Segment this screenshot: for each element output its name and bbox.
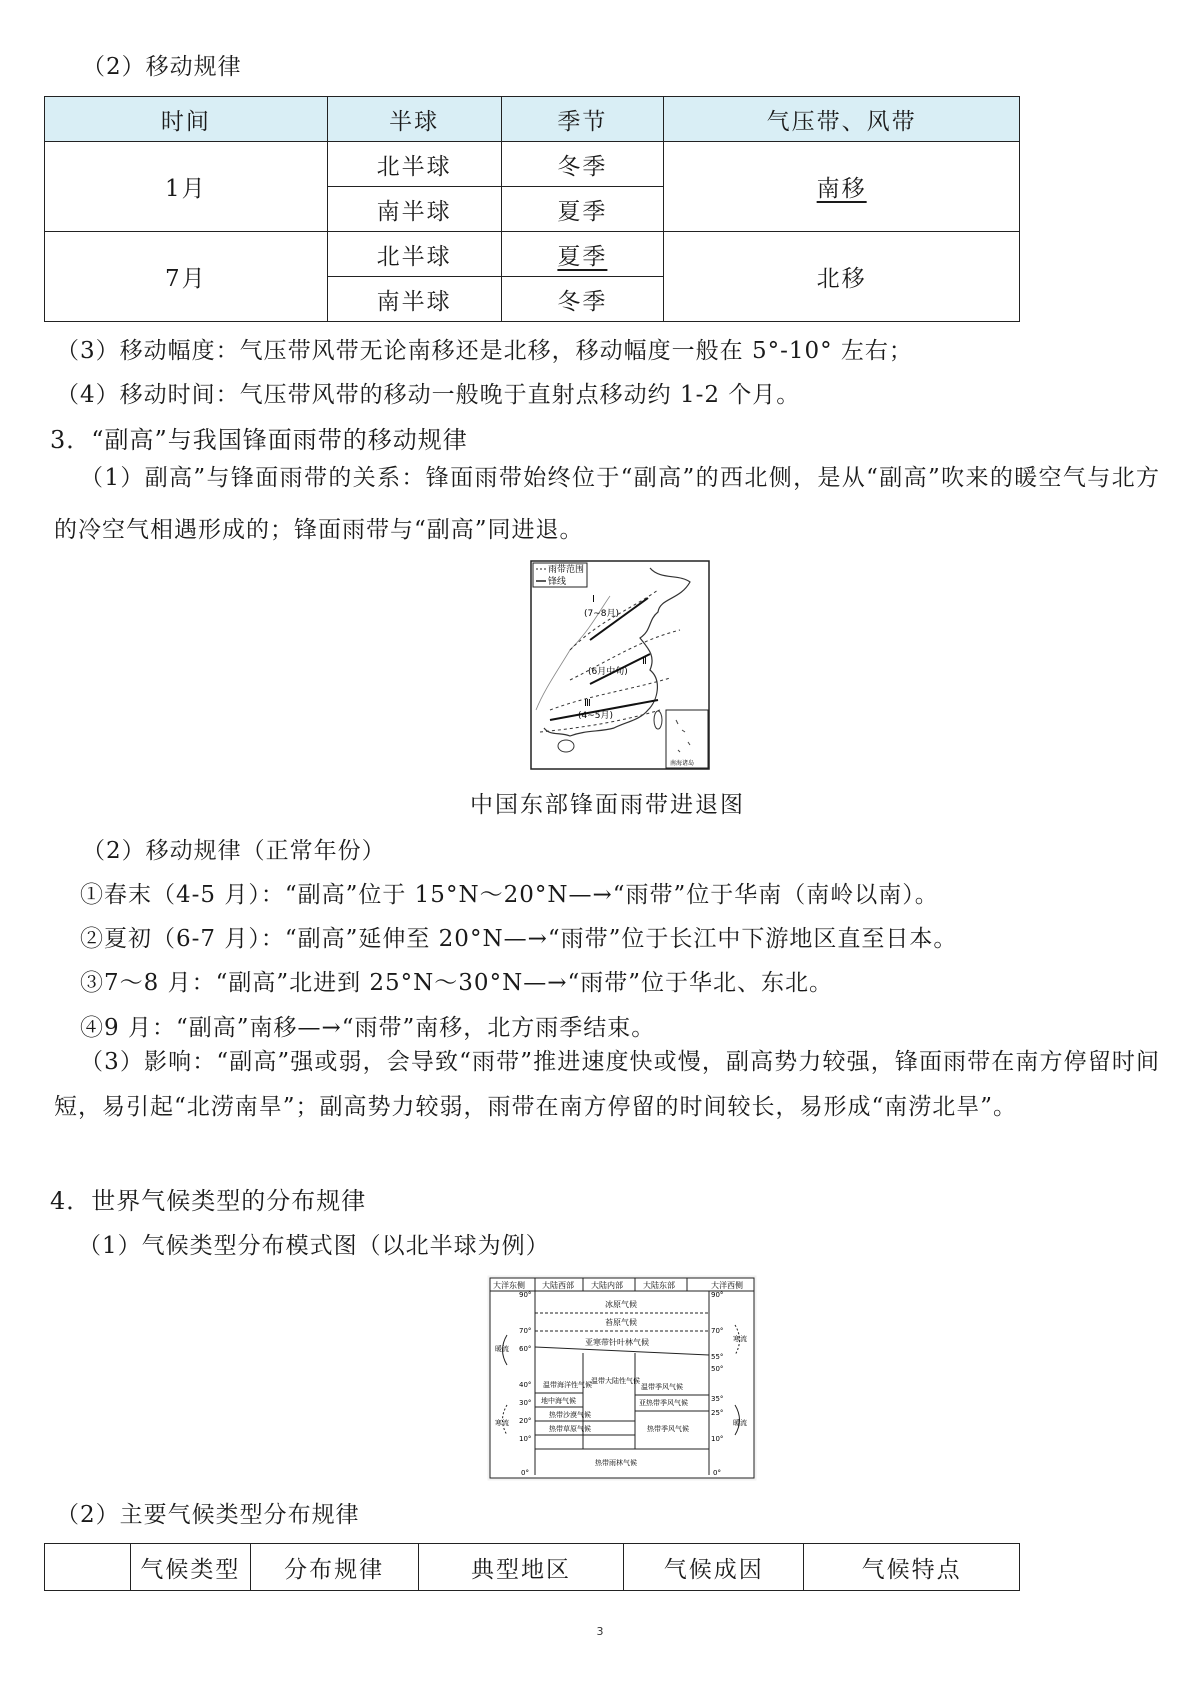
lat-label: 0° [713,1469,721,1477]
lat-label: 70° [519,1327,532,1335]
zone-label: 温带季风气候 [641,1383,683,1391]
header-season: 季节 [501,97,664,142]
lat-label: 60° [519,1345,532,1353]
cell-hemisphere: 南半球 [327,277,501,322]
movement-item: ②夏初（6-7 月）：“副高”延伸至 20°N—→“雨带”位于长江中下游地区直至日本。 [80,926,958,952]
pattern-heading: （1）气候类型分布模式图（以北半球为例） [78,1233,550,1259]
cell-shift-jul: 北移 [664,232,1020,322]
map-label-I: Ⅰ [592,594,595,605]
amplitude-text: （3）移动幅度：气压带风带无论南移还是北移，移动幅度一般在 5°-10° 左右； [56,338,913,364]
zone-label: 苔原气候 [605,1318,637,1327]
cell-shift-jan [664,142,1020,232]
heading-climate-distribution: 4．世界气候类型的分布规律 [50,1187,367,1215]
lat-label: 40° [519,1381,532,1389]
header-cell: 典型地区 [418,1544,624,1591]
zone-label: 热带草原气候 [549,1425,591,1433]
table-row [45,142,1020,187]
col-header: 大陆东部 [643,1281,675,1290]
lat-label: 30° [519,1399,532,1407]
main-types-heading: （2）主要气候类型分布规律 [56,1502,360,1528]
header-hemisphere: 半球 [327,97,501,142]
cell-hemisphere: 北半球 [327,142,501,187]
lat-label: 55° [711,1353,724,1361]
header-time: 时间 [45,97,328,142]
zone-label: 热带雨林气候 [595,1459,637,1467]
lat-label: 10° [519,1435,532,1443]
legend-rain-label: 雨带范围 [548,565,585,575]
header-cell [45,1544,131,1591]
shift-value: 南移 [816,176,867,202]
lat-label: 70° [711,1327,724,1335]
cell-season [501,232,664,277]
cell-season: 夏季 [501,187,664,232]
table-header-row [45,1544,1020,1591]
header-cell: 气候成因 [624,1544,804,1591]
col-header: 大陆内部 [591,1281,623,1290]
col-header: 大陆西部 [542,1281,574,1290]
cell-hemisphere: 南半球 [327,187,501,232]
lat-label: 35° [711,1395,724,1403]
section-movement-label: （2）移动规律 [82,54,242,80]
current-label: 暖流 [495,1345,509,1353]
legend-front-label: 锋线 [548,577,567,587]
map-label-II: Ⅱ [642,656,647,667]
lat-label: 90° [519,1291,532,1299]
lat-label: 90° [711,1291,724,1299]
influence-paragraph: （3）影响：“副高”强或弱，会导致“雨带”推进速度快或慢，副高势力较强，锋面雨带在南方停留时间短，易引起“北涝南旱”；副高势力较弱，雨带在南方停留的时间较长，易形成“南涝北旱”。 [54,1049,1160,1120]
map-label-I-time: (7~8月) [584,609,620,619]
current-label: 暖流 [733,1419,747,1427]
cell-month-jan: 1月 [45,142,328,232]
zone-label: 亚热带季风气候 [639,1399,688,1407]
climate-types-table [44,1543,1020,1591]
movement-time-text: （4）移动时间：气压带风带的移动一般晚于直射点移动约 1-2 个月。 [56,382,801,408]
map-caption: 中国东部锋面雨带进退图 [470,792,745,818]
climate-pattern-diagram [487,1275,757,1481]
cell-season: 冬季 [501,277,664,322]
map-label-III-time: (4~5月) [578,711,614,721]
movement-item: ④9 月：“副高”南移—→“雨带”南移，北方雨季结束。 [80,1015,656,1041]
season-value: 夏季 [557,243,608,270]
lat-label: 50° [711,1365,724,1373]
inset-label: 南海诸岛 [670,760,695,767]
zone-label: 地中海气候 [541,1397,576,1405]
table-row [45,232,1020,277]
rain-belt-map [530,560,710,770]
page-number: 3 [596,1625,604,1638]
lat-label: 20° [519,1417,532,1425]
pressure-belt-table [44,96,1020,322]
header-cell: 气候类型 [130,1544,250,1591]
cell-season: 冬季 [501,142,664,187]
zone-label: 热带季风气候 [647,1425,689,1433]
map-label-II-time: (6月中旬) [588,667,628,677]
current-label: 寒流 [733,1335,747,1343]
col-header: 大洋西侧 [711,1281,743,1290]
lat-label: 0° [521,1469,529,1477]
zone-label: 热带沙漠气候 [549,1411,591,1419]
cell-month-jul: 7月 [45,232,328,322]
cell-hemisphere: 北半球 [327,232,501,277]
current-label: 寒流 [495,1419,509,1427]
movement-heading: （2）移动规律（正常年份） [82,838,386,864]
zone-label: 冰原气候 [605,1300,637,1309]
relation-paragraph: （1）副高”与锋面雨带的关系：锋面雨带始终位于“副高”的西北侧，是从“副高”吹来的暖空气与北方的冷空气相遇形成的；锋面雨带与“副高”同进退。 [54,465,1160,543]
header-cell: 气候特点 [804,1544,1020,1591]
header-belt: 气压带、风带 [664,97,1020,142]
movement-item: ③7～8 月：“副高”北进到 25°N～30°N—→“雨带”位于华北、东北。 [80,970,833,996]
movement-item: ①春末（4-5 月）：“副高”位于 15°N～20°N—→“雨带”位于华南（南岭以南）。 [80,882,939,908]
zone-label: 温带大陆性气候 [591,1377,640,1385]
zone-label: 温带海洋性气候 [543,1381,592,1389]
header-cell: 分布规律 [250,1544,418,1591]
lat-label: 25° [711,1409,724,1417]
heading-subtropical-high: 3．“副高”与我国锋面雨带的移动规律 [50,426,468,454]
lat-label: 10° [711,1435,724,1443]
zone-label: 亚寒带针叶林气候 [585,1338,649,1347]
table-header-row [45,97,1020,142]
map-label-III: Ⅲ [584,698,591,709]
col-header: 大洋东侧 [493,1281,525,1290]
